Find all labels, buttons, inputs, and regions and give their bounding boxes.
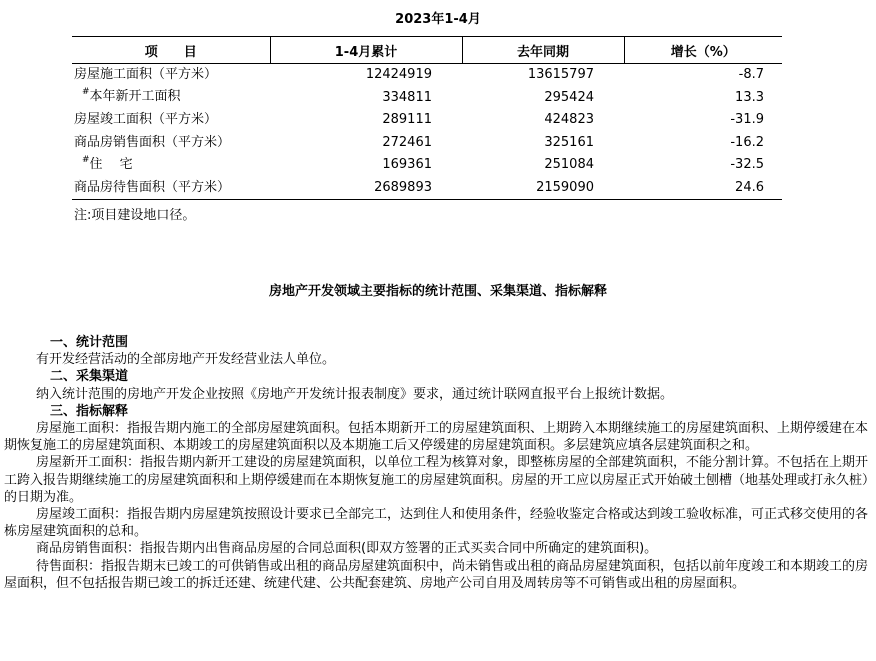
row-cumulative: 272461 bbox=[382, 134, 432, 150]
row-label: 商品房待售面积（平方米） bbox=[72, 177, 270, 200]
row-growth: -31.9 bbox=[730, 112, 764, 128]
row-cumulative: 2689893 bbox=[270, 177, 462, 200]
row-prefix: # bbox=[82, 154, 90, 165]
heading-scope: 一、统计范围 bbox=[50, 335, 129, 350]
row-label: #本年新开工面积 bbox=[82, 87, 181, 105]
row-last-year: 295424 bbox=[544, 89, 594, 105]
table-row bbox=[72, 87, 782, 110]
row-growth: -32.5 bbox=[730, 157, 764, 173]
row-growth: 24.6 bbox=[624, 177, 782, 200]
row-last-year: 325161 bbox=[544, 134, 594, 150]
row-last-year: 251084 bbox=[544, 157, 594, 173]
table-row bbox=[72, 132, 782, 155]
table-row bbox=[72, 154, 782, 177]
definition-completed-area: 房屋竣工面积：指报告期内房屋建筑按照设计要求已全部完工，达到住人和使用条件，经验收鉴定合格或达到竣工验收标准，可正式移交使用的各栋房屋建筑面积的总和。 bbox=[4, 507, 869, 540]
heading-channel: 二、采集渠道 bbox=[50, 369, 129, 385]
row-last-year: 2159090 bbox=[462, 177, 624, 200]
definition-sales-area: 商品房销售面积：指报告期内出售商品房屋的合同总面积(即双方签署的正式买卖合同中所确定的建筑面积)。 bbox=[36, 541, 658, 557]
row-growth: -8.7 bbox=[738, 67, 764, 83]
row-label: 商品房销售面积（平方米） bbox=[74, 134, 231, 150]
row-growth: 13.3 bbox=[735, 89, 764, 105]
table-row bbox=[72, 109, 782, 132]
table-note: 注:项目建设地口径。 bbox=[74, 208, 196, 223]
table-period: 2023年1-4月 bbox=[395, 12, 481, 27]
row-cumulative: 289111 bbox=[382, 112, 432, 128]
row-cumulative: 334811 bbox=[382, 89, 432, 105]
table-header-row bbox=[72, 37, 782, 64]
row-last-year: 13615797 bbox=[527, 67, 594, 83]
channel-text: 纳入统计范围的房地产开发企业按照《房地产开发统计报表制度》要求，通过统计联网直报平台上报统计数据。 bbox=[36, 386, 674, 402]
section-title: 房地产开发领域主要指标的统计范围、采集渠道、指标解释 bbox=[268, 284, 607, 299]
header-cumulative: 1-4月累计 bbox=[270, 37, 462, 64]
definition-for-sale-area: 待售面积：指报告期末已竣工的可供销售或出租的商品房屋建筑面积中，尚未销售或出租的商品房屋建筑面积，包括以前年度竣工和本期竣工的房屋面积，但不包括报告期已竣工的拆迁还建、统建代建、公共配套建筑、房地产公司自用及周转房等不可销售或出租的房屋面积。 bbox=[4, 558, 869, 591]
table-row bbox=[72, 177, 782, 200]
row-prefix: # bbox=[82, 87, 90, 98]
row-label: 房屋竣工面积（平方米） bbox=[74, 112, 218, 128]
row-last-year: 424823 bbox=[544, 112, 594, 128]
definition-new-start-area: 房屋新开工面积：指报告期内新开工建设的房屋建筑面积，以单位工程为核算对象，即整栋房屋的全部建筑面积，不能分割计算。不包括在上期开工跨入报告期继续施工的房屋建筑面积和上期停缓建而在本期恢复施工的房屋建筑面积。房屋的开工应以房屋正式开始破土刨槽（地基处理或打永久桩）的日期为准。 bbox=[4, 455, 869, 505]
row-growth: -16.2 bbox=[730, 134, 764, 150]
definition-construction-area: 房屋施工面积：指报告期内施工的全部房屋建筑面积。包括本期新开工的房屋建筑面积、上期跨入本期继续施工的房屋建筑面积、上期停缓建在本期恢复施工的房屋建筑面积、本期竣工的房屋建筑面积以及本期施工后又停缓建的房屋建筑面积。多层建筑应填各层建筑面积之和。 bbox=[4, 421, 869, 454]
heading-definitions: 三、指标解释 bbox=[50, 403, 129, 419]
scope-text: 有开发经营活动的全部房地产开发经营业法人单位。 bbox=[36, 352, 336, 368]
row-label: 房屋施工面积（平方米） bbox=[74, 67, 218, 83]
row-label: #住 宅 bbox=[82, 154, 133, 172]
indicator-table bbox=[72, 36, 782, 200]
explanation-body bbox=[4, 334, 872, 592]
row-cumulative: 12424919 bbox=[365, 67, 432, 83]
table-row bbox=[72, 64, 782, 87]
header-growth: 增长（%） bbox=[624, 37, 782, 64]
header-item: 项 目 bbox=[72, 37, 270, 64]
header-last-year: 去年同期 bbox=[462, 37, 624, 64]
row-cumulative: 169361 bbox=[382, 157, 432, 173]
